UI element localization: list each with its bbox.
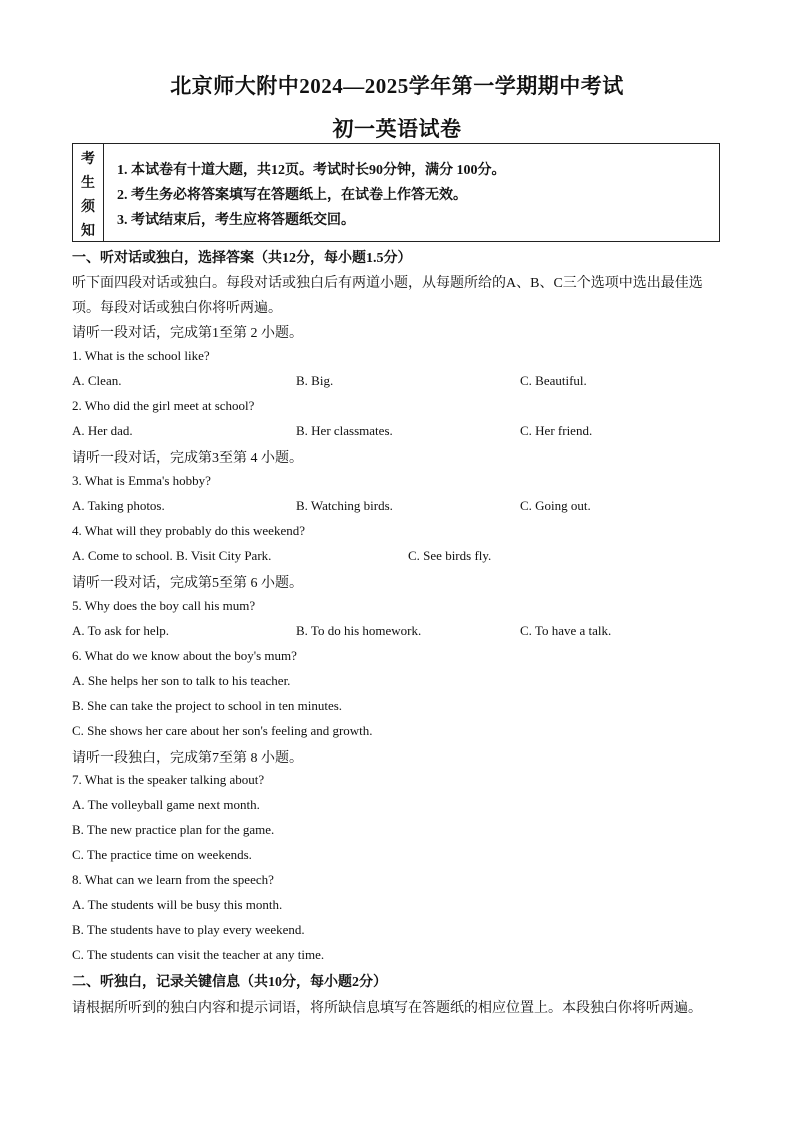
option-c: C. Going out.	[520, 498, 591, 513]
exam-title: 北京师大附中2024—2025学年第一学期期中考试	[170, 74, 624, 98]
question-stem: 5. Why does the boy call his mum?	[72, 598, 256, 613]
option-c: C. See birds fly.	[408, 548, 492, 563]
dialog-instruction: 请听一段对话，完成第3至第 4 小题。	[72, 451, 303, 466]
dialog-instruction: 请听一段对话，完成第5至第 6 小题。	[72, 576, 303, 591]
dialog-instruction: 请听一段对话，完成第1至第 2 小题。	[72, 326, 303, 341]
option-a-b: A. Come to school. B. Visit City Park.	[72, 548, 272, 563]
section1-heading: 一、听对话或独白，选择答案（共12分，每小题1.5分）	[72, 251, 412, 266]
option-c: C. The practice time on weekends.	[72, 847, 252, 862]
option-a: A. Taking photos.	[72, 498, 165, 513]
option-c: C. Beautiful.	[520, 373, 587, 388]
option-b: B. Big.	[296, 373, 334, 388]
option-a: A. Her dad.	[72, 423, 133, 438]
question-stem: 6. What do we know about the boy's mum?	[72, 648, 297, 663]
notice-item: 2. 考生务必将答案填写在答题纸上，在试卷上作答无效。	[117, 188, 467, 203]
question-stem: 2. Who did the girl meet at school?	[72, 398, 255, 413]
option-b: B. To do his homework.	[296, 623, 422, 638]
notice-label-char: 考	[81, 152, 95, 167]
notice-label-char: 须	[81, 200, 95, 215]
option-b: B. The new practice plan for the game.	[72, 822, 275, 837]
section2-instruction: 请根据所听到的独白内容和提示词语，将所缺信息填写在答题纸的相应位置上。本段独白你将听两遍。	[72, 1001, 702, 1016]
option-c: C. She shows her care about her son's feeling and growth.	[72, 723, 373, 738]
section1-instruction: 项。每段对话或独白你将听两遍。	[72, 301, 282, 316]
notice-label-char: 生	[81, 176, 95, 191]
exam-subtitle: 初一英语试卷	[332, 117, 462, 141]
option-a: A. To ask for help.	[72, 623, 170, 638]
option-a: A. The volleyball game next month.	[72, 797, 260, 812]
question-stem: 8. What can we learn from the speech?	[72, 872, 274, 887]
option-b: B. The students have to play every weekend.	[72, 922, 305, 937]
notice-item: 3. 考试结束后，考生应将答题纸交回。	[117, 213, 355, 228]
dialog-instruction: 请听一段独白，完成第7至第 8 小题。	[72, 751, 303, 766]
option-c: C. The students can visit the teacher at any time.	[72, 947, 325, 962]
question-stem: 4. What will they probably do this weekend?	[72, 523, 305, 538]
option-c: C. To have a talk.	[520, 623, 612, 638]
section2-heading: 二、听独白，记录关键信息（共10分，每小题2分）	[72, 975, 387, 990]
option-a: A. She helps her son to talk to his teacher.	[72, 673, 291, 688]
notice-label	[73, 144, 104, 241]
question-stem: 7. What is the speaker talking about?	[72, 772, 265, 787]
option-b: B. Her classmates.	[296, 423, 393, 438]
question-stem: 3. What is Emma's hobby?	[72, 473, 211, 488]
question-stem: 1. What is the school like?	[72, 348, 210, 363]
option-a: A. Clean.	[72, 373, 122, 388]
option-b: B. Watching birds.	[296, 498, 393, 513]
candidate-notice-box	[72, 143, 720, 242]
option-a: A. The students will be busy this month.	[72, 897, 283, 912]
notice-item: 1. 本试卷有十道大题，共12页。考试时长90分钟，满分 100分。	[117, 163, 506, 178]
option-c: C. Her friend.	[520, 423, 593, 438]
section1-instruction: 听下面四段对话或独白。每段对话或独白后有两道小题，从每题所给的A、B、C三个选项中选出最佳选	[72, 276, 703, 291]
option-b: B. She can take the project to school in ten minutes.	[72, 698, 343, 713]
notice-label-char: 知	[81, 224, 95, 239]
